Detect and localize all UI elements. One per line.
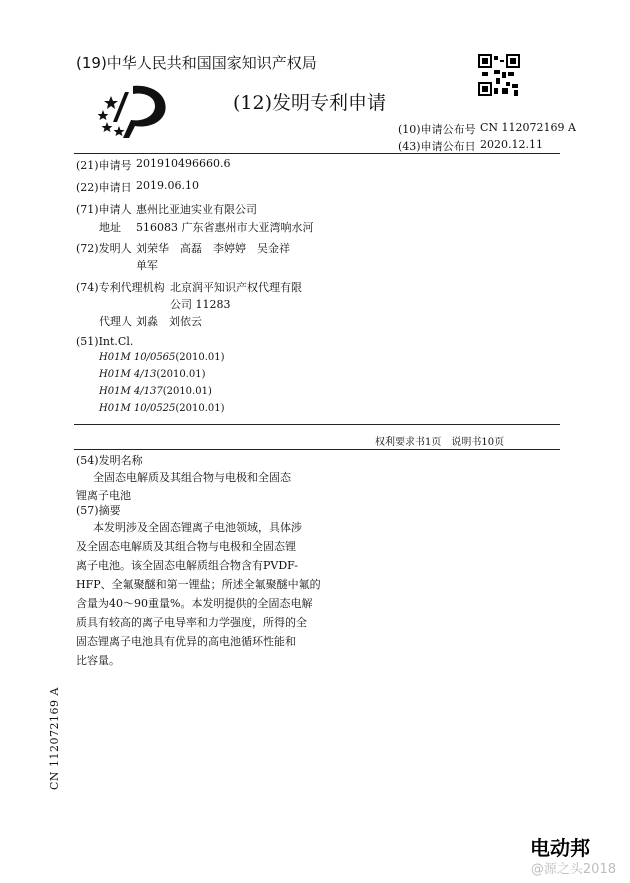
- office-name: (19)中华人民共和国国家知识产权局: [76, 54, 317, 72]
- agent-value: 刘淼 刘依云: [136, 315, 202, 328]
- agency-line-1: 北京润平知识产权代理有限: [170, 281, 302, 294]
- intcl-version: (2010.01): [162, 386, 212, 397]
- intcl-version: (2010.01): [175, 403, 225, 414]
- inventors-line-1: 刘荣华 高磊 李婷婷 吴金祥: [136, 242, 290, 255]
- invention-title-label: (54)发明名称: [76, 454, 143, 467]
- document-type: (12)发明专利申请: [233, 92, 387, 114]
- section-divider: [74, 449, 560, 450]
- publication-number-value: CN 112072169 A: [480, 121, 576, 134]
- address-label: 地址: [99, 221, 121, 234]
- invention-title-line-2: 锂离子电池: [76, 489, 131, 502]
- publication-date-label: (43)申请公布日: [398, 140, 476, 153]
- abstract-line: 质具有较高的离子电导率和力学强度，所得的全: [76, 616, 307, 629]
- inventors-label: (72)发明人: [76, 242, 132, 255]
- address-value: 516083 广东省惠州市大亚湾响水河: [136, 221, 314, 234]
- header-divider: [74, 153, 560, 154]
- agent-label: 代理人: [99, 315, 132, 328]
- intcl-code: H01M 10/0525: [99, 403, 176, 414]
- abstract-line: 比容量。: [76, 654, 120, 667]
- abstract-line: 离子电池。该全固态电解质组合物含有PVDF-: [76, 559, 299, 572]
- agency-line-2: 公司 11283: [170, 298, 231, 311]
- pages-info: 权利要求书1页 说明书10页: [375, 437, 505, 448]
- intcl-entry: [99, 352, 225, 363]
- abstract-line: 及全固态电解质及其组合物与电极和全固态锂: [76, 540, 296, 553]
- intcl-version: (2010.01): [156, 369, 206, 380]
- intcl-code: H01M 10/0565: [99, 352, 176, 363]
- cnipa-logo-icon: [95, 82, 171, 140]
- filing-date-value: 2019.06.10: [136, 179, 199, 192]
- intcl-code: H01M 4/137: [99, 386, 163, 397]
- abstract-line: 固态锂离子电池具有优异的高电池循环性能和: [76, 635, 296, 648]
- intcl-entry: [99, 369, 205, 380]
- abstract-line: 含量为40～90重量%。本发明提供的全固态电解: [76, 597, 313, 610]
- applicant-label: (71)申请人: [76, 203, 132, 216]
- brand-logo-text: 电动邦: [530, 836, 590, 860]
- qr-code-icon: [478, 54, 520, 96]
- publication-number-label: (10)申请公布号: [398, 123, 476, 136]
- intcl-code: H01M 4/13: [99, 369, 157, 380]
- applicant-value: 惠州比亚迪实业有限公司: [136, 203, 257, 216]
- intcl-entry: [99, 386, 212, 397]
- side-publication-number: CN 112072169 A: [48, 687, 61, 790]
- abstract-label: (57)摘要: [76, 504, 121, 517]
- publication-date-value: 2020.12.11: [480, 138, 543, 151]
- intcl-label: (51)Int.Cl.: [76, 335, 134, 348]
- biblio-divider: [74, 424, 560, 425]
- agency-label: (74)专利代理机构: [76, 281, 165, 294]
- abstract-line: 本发明涉及全固态锂离子电池领域，具体涉: [93, 521, 302, 534]
- inventors-line-2: 单军: [136, 259, 158, 272]
- application-number-value: 201910496660.6: [136, 157, 231, 170]
- application-number-label: (21)申请号: [76, 159, 132, 172]
- abstract-line: HFP、全氟聚醚和第一锂盐；所述全氟聚醚中氟的: [76, 578, 321, 591]
- weibo-watermark: @源之头2018: [530, 862, 616, 877]
- intcl-entry: [99, 403, 225, 414]
- invention-title-line-1: 全固态电解质及其组合物与电极和全固态: [93, 471, 291, 484]
- intcl-version: (2010.01): [175, 352, 225, 363]
- filing-date-label: (22)申请日: [76, 181, 132, 194]
